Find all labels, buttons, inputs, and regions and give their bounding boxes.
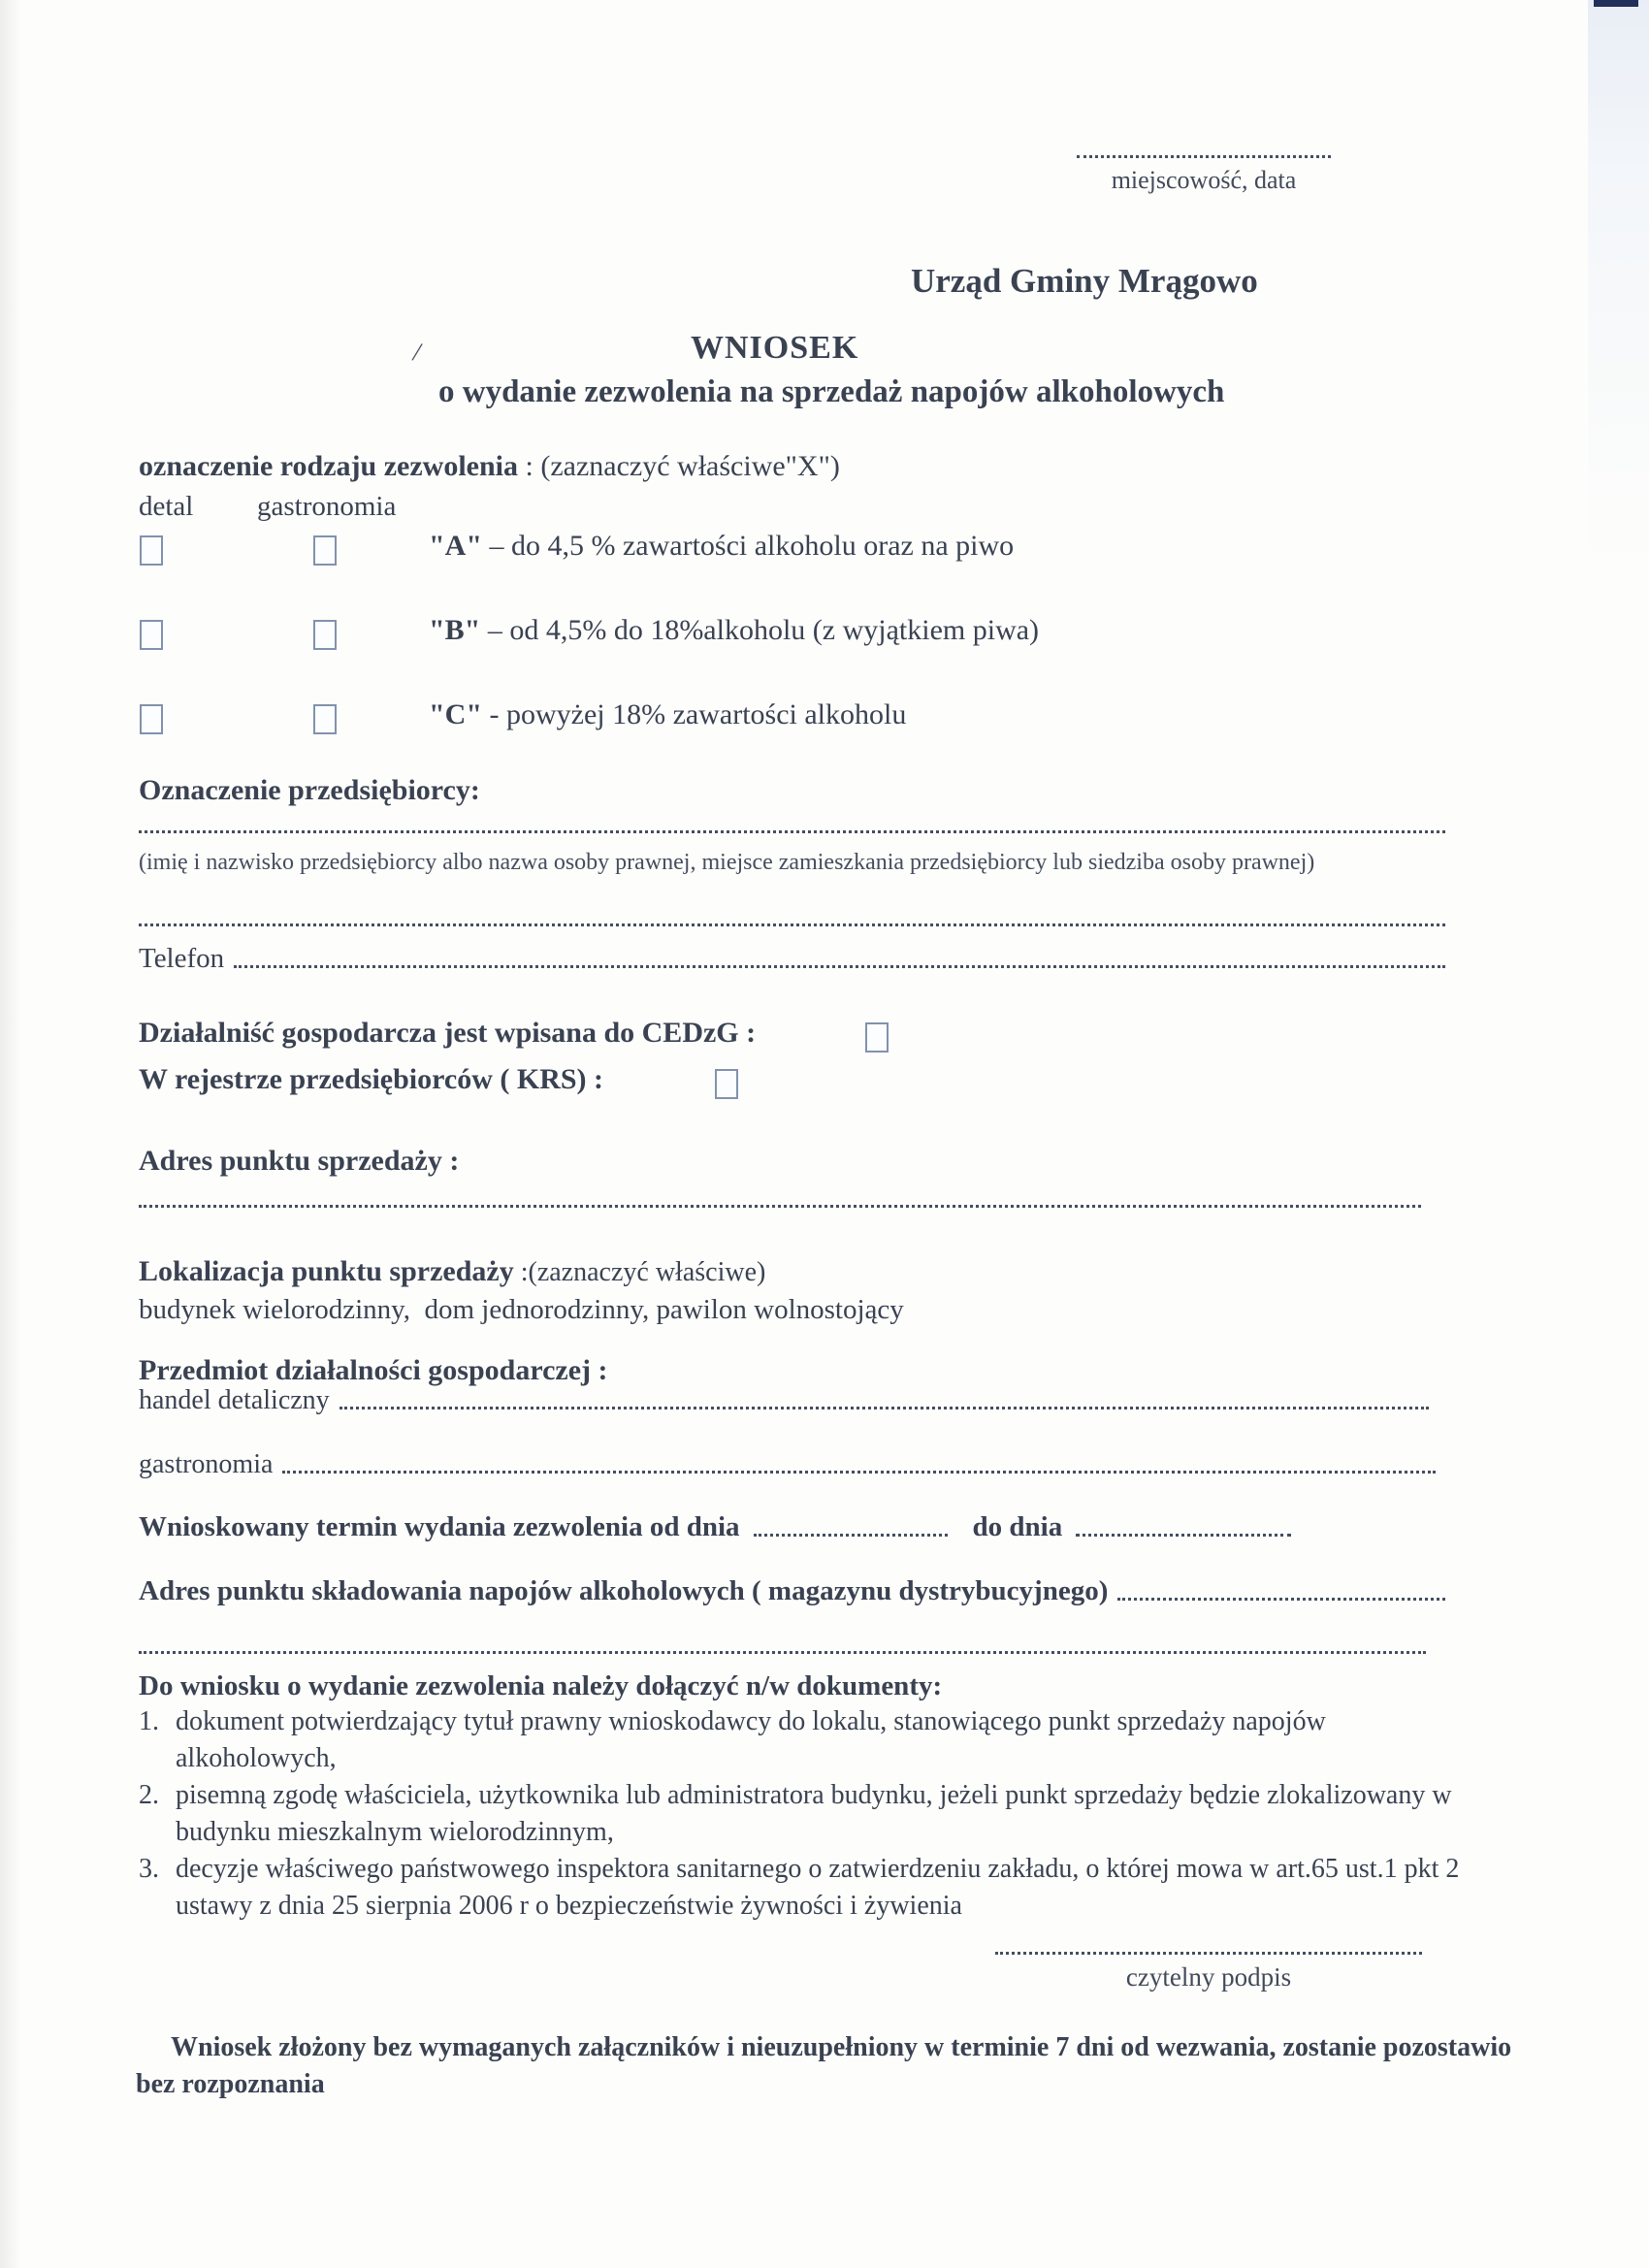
attachment-item-2-number: 2. [139, 1780, 159, 1810]
term-to-label: do dnia [972, 1511, 1063, 1542]
attachment-item-3-text: decyzje właściwego państwowego inspektora sanitarnego o zatwierdzeniu zakładu, o której mowa w art.65 ust.1 pkt 2 ustawy z dnia 25 sierpnia 2006 r o bezpieczeństwie żywności i żywienia [176, 1854, 1460, 1921]
form-subtitle: o wydanie zezwolenia na sprzedaż napojów alkoholowych [438, 374, 1225, 409]
checkbox-gastronomia-c[interactable] [313, 704, 337, 734]
term-row [139, 1511, 1361, 1543]
retail-label: handel detaliczny [139, 1385, 330, 1415]
business-heading: Przedmiot działalności gospodarczej : [139, 1354, 608, 1386]
gastronomy-row [139, 1449, 1436, 1480]
signature-label: czytelny podpis [1125, 1962, 1292, 1992]
attachments-heading: Do wniosku o wydanie zezwolenia należy dołączyć n/w dokumenty: [139, 1670, 943, 1701]
checkbox-detal-c[interactable] [140, 704, 163, 734]
location-heading-bold: Lokalizacja punktu sprzedaży [139, 1255, 514, 1287]
permit-type-heading [139, 450, 840, 483]
storage-fill-line-2[interactable] [139, 1651, 1426, 1654]
permit-row-a-label [429, 530, 1014, 563]
signature-block [995, 1952, 1422, 1993]
permit-row-b-label [429, 614, 1039, 647]
retail-row [139, 1385, 1429, 1416]
krs-row [139, 1063, 1206, 1106]
scan-stray-mark: / [409, 337, 425, 369]
permit-desc-a: – do 4,5 % zawartości alkoholu oraz na piwo [481, 530, 1015, 562]
place-date-block [1077, 155, 1331, 195]
checkbox-gastronomia-a[interactable] [313, 535, 337, 566]
permit-type-heading-bold: oznaczenie rodzaju zezwolenia [139, 450, 519, 482]
checkbox-gastronomia-b[interactable] [313, 620, 337, 650]
permit-code-b: "B" [429, 614, 481, 646]
cedzg-row [139, 1017, 1206, 1059]
attachment-item-1-number: 1. [139, 1706, 159, 1736]
permit-row-b [139, 614, 1303, 655]
column-label-detal: detal [139, 491, 194, 522]
attachment-item-1-text: dokument potwierdzający tytuł prawny wnioskodawcy do lokalu, stanowiącego punkt sprzedaży napojów alkoholowych, [176, 1706, 1326, 1773]
phone-label: Telefon [139, 943, 225, 974]
footer-notice: Wniosek złożony bez wymaganych załączników i nieuzupełniony w terminie 7 dni od wezwania, zostanie pozostawio bez rozpoznania [136, 2032, 1512, 2099]
scan-artifact-navy-strip [1594, 0, 1638, 7]
gastronomy-fill-line[interactable] [282, 1471, 1436, 1474]
attachment-item-2 [139, 1777, 1466, 1851]
location-heading [139, 1255, 765, 1288]
scan-artifact-right-band [1588, 0, 1649, 563]
term-from-label: Wnioskowany termin wydania zezwolenia od dnia [139, 1511, 740, 1542]
permit-type-heading-rest: : (zaznaczyć właściwe"X") [518, 450, 840, 482]
storage-label: Adres punktu składowania napojów alkoholowych ( magazynu dystrybucyjnego) [139, 1575, 1109, 1606]
checkbox-detal-a[interactable] [140, 535, 163, 566]
entrepreneur-fill-line-2[interactable] [139, 923, 1445, 926]
checkbox-krs[interactable] [715, 1069, 738, 1099]
permit-row-c [139, 698, 1303, 739]
attachment-item-3-number: 3. [139, 1854, 159, 1884]
entrepreneur-fill-line-1[interactable] [139, 830, 1445, 833]
sale-point-address-heading: Adres punktu sprzedaży : [139, 1145, 460, 1177]
attachment-item-3 [139, 1851, 1466, 1925]
form-title: WNIOSEK [691, 330, 859, 366]
krs-label: W rejestrze przedsiębiorców ( KRS) : [139, 1063, 604, 1095]
sale-point-address-fill-line[interactable] [139, 1205, 1421, 1208]
checkbox-cedzg[interactable] [865, 1022, 889, 1053]
permit-row-a [139, 530, 1303, 570]
permit-code-a: "A" [429, 530, 482, 562]
term-from-fill-line[interactable] [754, 1534, 948, 1537]
place-date-fill-line[interactable] [1077, 155, 1331, 158]
location-options: budynek wielorodzinny, dom jednorodzinny, pawilon wolnostojący [139, 1294, 904, 1325]
scan-artifact-left-edge [0, 0, 21, 2268]
term-to-fill-line[interactable] [1076, 1534, 1291, 1537]
permit-row-c-label [429, 698, 906, 731]
permit-desc-b: – od 4,5% do 18%alkoholu (z wyjątkiem piwa) [480, 614, 1040, 646]
entrepreneur-heading: Oznaczenie przedsiębiorcy: [139, 774, 480, 806]
phone-row [139, 943, 1445, 975]
entrepreneur-hint: (imię i nazwisko przedsiębiorcy albo nazwa osoby prawnej, miejsce zamieszkania przedsiębiorcy lub siedziba osoby prawnej) [139, 850, 1315, 875]
attachment-item-2-text: pisemną zgodę właściciela, użytkownika lub administratora budynku, jeżeli punkt sprzedaży będzie zlokalizowany w budynku mieszkalnym wielorodzinnym, [176, 1780, 1452, 1847]
cedzg-label: Działalniść gospodarcza jest wpisana do CEDzG : [139, 1017, 757, 1049]
attachments-list [139, 1703, 1466, 1925]
attachment-item-1 [139, 1703, 1466, 1777]
storage-row [139, 1575, 1445, 1607]
place-date-label: miejscowość, data [1111, 166, 1297, 194]
retail-fill-line[interactable] [340, 1407, 1429, 1409]
gastronomy-label: gastronomia [139, 1449, 274, 1479]
column-label-gastronomia: gastronomia [257, 491, 397, 522]
checkbox-detal-b[interactable] [140, 620, 163, 650]
phone-fill-line[interactable] [234, 965, 1445, 968]
storage-fill-line[interactable] [1117, 1598, 1445, 1601]
signature-fill-line[interactable] [995, 1952, 1422, 1955]
permit-desc-c: - powyżej 18% zawartości alkoholu [481, 698, 907, 730]
office-title: Urząd Gminy Mrągowo [911, 262, 1258, 300]
permit-code-c: "C" [429, 698, 482, 730]
location-heading-rest: :(zaznaczyć właściwe) [513, 1257, 766, 1287]
